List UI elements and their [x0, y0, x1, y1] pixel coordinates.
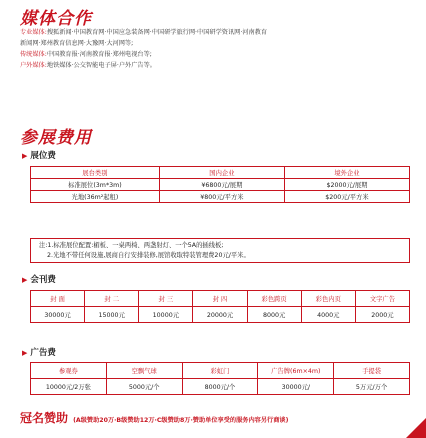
- table-header-cell: 彩虹门: [182, 363, 258, 379]
- table-cell: 光地(36m²起租): [31, 191, 160, 203]
- table-header-cell: 封 四: [193, 291, 247, 307]
- table-cell: 20000元: [193, 307, 247, 323]
- table-cell: ¥6800元/展期: [159, 179, 284, 191]
- table-cell: 10000元/2万张: [31, 379, 107, 395]
- table-header-cell: 彩色内页: [301, 291, 355, 307]
- media-cooperation-heading: 媒体合作: [20, 9, 92, 29]
- triangle-bullet-icon: ▶: [22, 349, 28, 357]
- table-cell: ¥800元/平方米: [159, 191, 284, 203]
- booth-note-line: 2.光地不带任何设施,展商自行安排装修,展馆收取特装管理费20元/平米。: [47, 252, 250, 259]
- advertising-fee-table: [30, 362, 410, 395]
- media-line-outdoor: 户外媒体:地铁媒体·公交智能电子屏·户外广告等。: [20, 62, 156, 69]
- advertising-fee-label: ▶ 广告费: [22, 348, 56, 358]
- meeting-journal-fee-table: [30, 290, 410, 323]
- table-cell: 4000元: [301, 307, 355, 323]
- table-cell: $2000元/展期: [284, 179, 409, 191]
- table-cell: 5000元/个: [106, 379, 182, 395]
- table-header-cell: 广告牌(6m×4m): [258, 363, 334, 379]
- table-cell: 标准展位(3m*3m): [31, 179, 160, 191]
- table-cell: 30000元: [31, 307, 85, 323]
- media-line-professional-cont: 新闻网·郑州教育信息网·大豫网·大河网等;: [20, 40, 134, 47]
- triangle-bullet-icon: ▶: [22, 152, 28, 160]
- table-row: [31, 191, 410, 203]
- table-cell: 30000元/: [258, 379, 334, 395]
- table-cell: 5万元/万个: [334, 379, 410, 395]
- table-header-cell: 国内企业: [159, 167, 284, 179]
- table-cell: 10000元: [139, 307, 193, 323]
- table-cell: 2000元: [355, 307, 409, 323]
- corner-decoration: [406, 418, 426, 438]
- table-header-cell: 彩色跨页: [247, 291, 301, 307]
- table-row: [31, 307, 410, 323]
- table-header-cell: 境外企业: [284, 167, 409, 179]
- media-line-traditional: 传统媒体:中国教育报·河南教育报·郑州电视台等;: [20, 51, 152, 58]
- table-header-cell: 文字广告: [355, 291, 409, 307]
- booth-fee-table: [30, 166, 410, 203]
- table-cell: 8000元: [247, 307, 301, 323]
- meeting-journal-fee-label: ▶ 会刊费: [22, 275, 56, 285]
- table-header-cell: 封 面: [31, 291, 85, 307]
- triangle-bullet-icon: ▶: [22, 276, 28, 284]
- booth-fee-label: ▶ 展位费: [22, 151, 56, 161]
- sponsorship-description: (A级赞助20万·B级赞助12万·C级赞助8万·赞助单位享受的服务内容另行商谈): [73, 417, 289, 424]
- table-cell: 8000元/个: [182, 379, 258, 395]
- table-header-cell: 空飘气球: [106, 363, 182, 379]
- table-cell: 15000元: [85, 307, 139, 323]
- table-cell: $200元/平方米: [284, 191, 409, 203]
- table-header-cell: 展台类别: [31, 167, 160, 179]
- table-row: [31, 291, 410, 307]
- table-row: [31, 379, 410, 395]
- title-sponsorship: [20, 407, 288, 426]
- table-header-cell: 参观券: [31, 363, 107, 379]
- media-list: [20, 27, 422, 71]
- media-line-professional: 专业媒体:搜狐新闻·中国教育网·中国应急装备网·中国研学旅行网·中国研学资讯网·河南教育: [20, 29, 268, 36]
- exhibition-fee-heading: 参展费用: [20, 128, 92, 148]
- table-header-cell: 手提袋: [334, 363, 410, 379]
- sponsorship-title: 冠名赞助: [20, 411, 69, 425]
- booth-note-line: 注:1.标准展位配置:楣板、一桌两椅、两盏射灯、一个5A的插线板;: [39, 242, 224, 249]
- table-header-cell: 封 三: [139, 291, 193, 307]
- table-row: [31, 179, 410, 191]
- table-header-cell: 封 二: [85, 291, 139, 307]
- booth-notes: [30, 238, 410, 263]
- table-row: [31, 363, 410, 379]
- table-row: [31, 167, 410, 179]
